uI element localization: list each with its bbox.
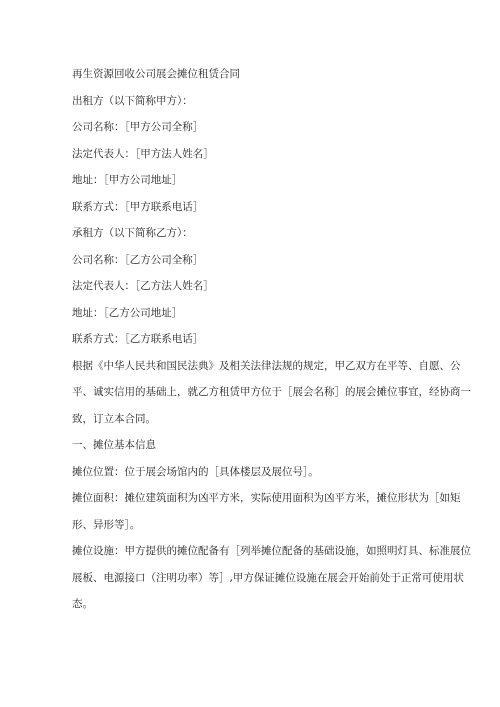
lessee-representative: 法定代表人：［乙方法人姓名］: [72, 280, 214, 292]
lessor-contact: 联系方式：［甲方联系电话］: [72, 200, 204, 213]
booth-area-line: 摊位面积：摊位建筑面积为凶平方米，实际使用面积为凶平方米，摊位形状为［如矩: [72, 492, 461, 504]
intro-line: 平、诚实信用的基础上，就乙方租赁甲方位于［展会名称］的展会摊位事宜，经协商一: [72, 386, 471, 398]
lessor-representative: 法定代表人：［甲方法人姓名］: [72, 147, 214, 160]
booth-facilities-line: 展板、电源接口（注明功率）等］,甲方保证摊位设施在展会开始前处于正常可使用状: [72, 571, 464, 584]
intro-paragraph: [72, 353, 471, 433]
intro-line: 根据《中华人民共和国民法典》及相关法律法规的规定，甲乙双方在平等、自愿、公: [72, 359, 461, 372]
section-1-heading: 一、摊位基本信息: [72, 439, 156, 451]
document-title: 再生资源回收公司展会摊位租赁合同: [72, 68, 240, 80]
booth-facilities-line: 态。: [72, 598, 93, 610]
lessee-contact: 联系方式：［乙方联系电话］: [72, 333, 204, 345]
lessor-heading: 出租方（以下简称甲方）：: [72, 94, 193, 107]
booth-location: 摊位位置：位于展会场馆内的［具体楼层及展位号］。: [72, 465, 319, 478]
intro-line: 致，订立本合同。: [72, 412, 156, 425]
lessee-address: 地址：［乙方公司地址］: [72, 306, 183, 319]
booth-area-paragraph: [72, 485, 461, 538]
lessor-address: 地址：［甲方公司地址］: [72, 174, 183, 186]
booth-facilities-paragraph: [72, 538, 471, 618]
lessor-company: 公司名称：［甲方公司全称］: [72, 121, 204, 133]
document-page: [72, 66, 471, 623]
booth-area-line: 形、异形等］。: [72, 518, 141, 531]
lessee-company: 公司名称：［乙方公司全称］: [72, 253, 204, 266]
booth-facilities-line: 摊位设施：甲方提供的摊位配备有［列举摊位配备的基础设施，如照明灯具、标准展位: [72, 545, 471, 557]
lessee-heading: 承租方（以下简称乙方）：: [72, 227, 193, 239]
